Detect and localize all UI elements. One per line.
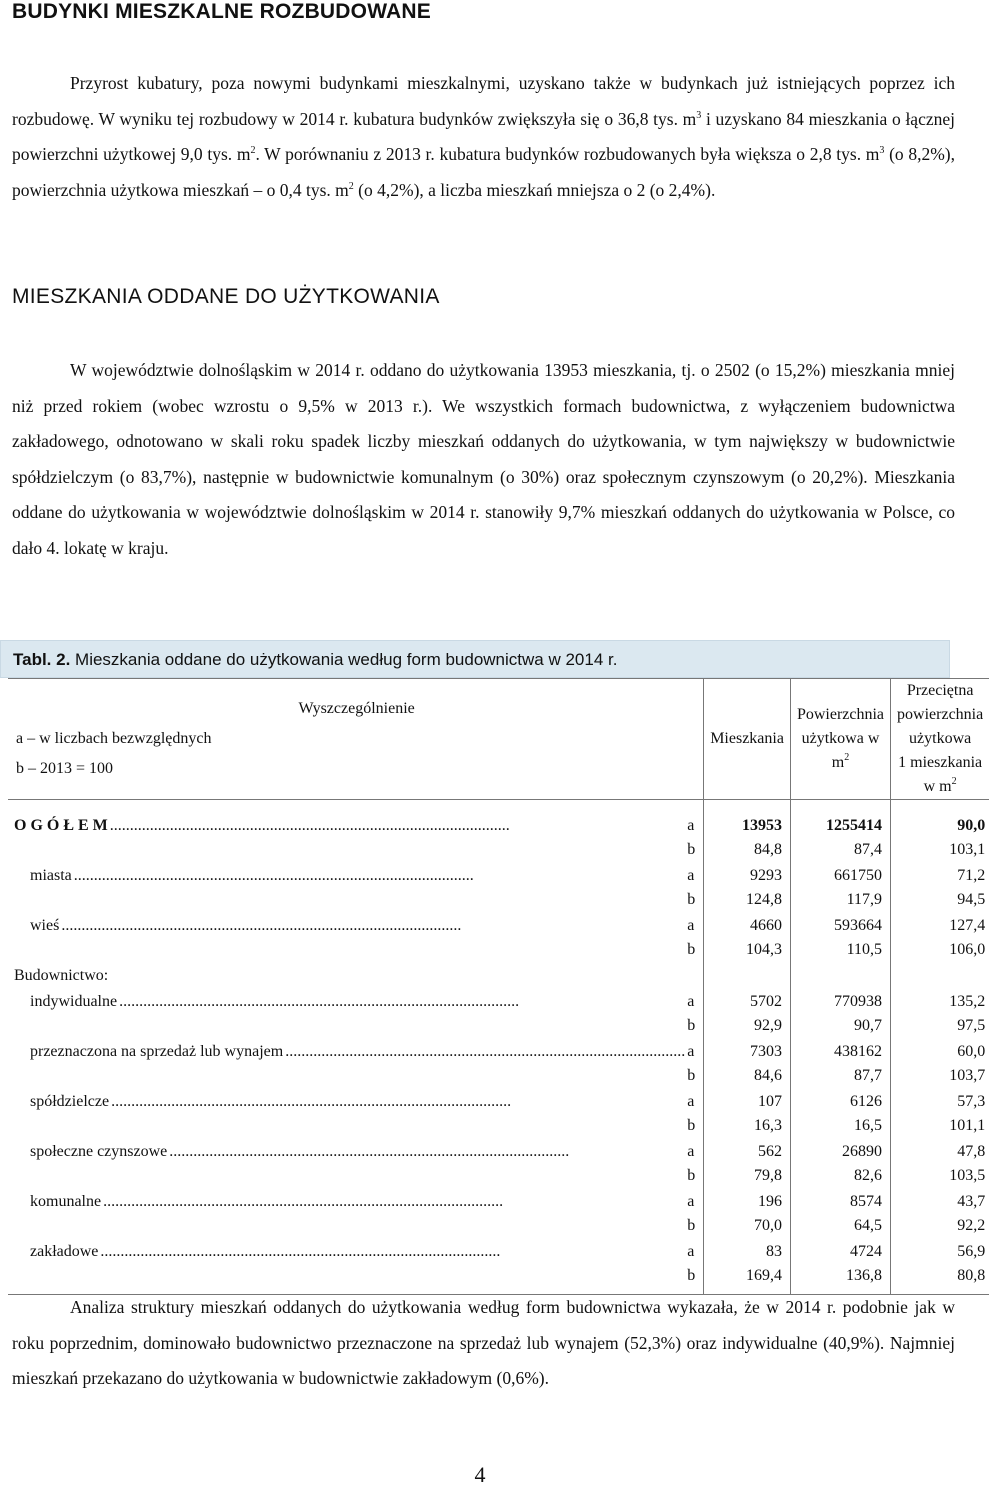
row-label: zakładowe .................................................................................................... a — [8, 1238, 704, 1264]
row-label: wieś .................................................................................................... a — [8, 912, 704, 938]
table-row — [8, 888, 989, 912]
cell-b-2: 87,7 — [790, 1064, 890, 1088]
row-mark-a: a — [687, 817, 695, 834]
p1-sup-2: 2 — [250, 145, 256, 156]
row-mark-a: a — [687, 1043, 695, 1060]
cell-b-3: 80,8 — [891, 1264, 989, 1295]
cell-b-2: 64,5 — [790, 1214, 890, 1238]
p1-text-5: (o 4,2%), a liczba mieszkań mniejsza o 2 (o 2,4%). — [353, 179, 716, 200]
row-mark-b: b — [687, 1017, 696, 1034]
cell-a-1: 9293 — [704, 862, 791, 888]
cell-a-2: 661750 — [790, 862, 890, 888]
cell-a-1: 107 — [704, 1088, 791, 1114]
p1-sup-3: 3 — [879, 145, 885, 156]
group-row — [8, 962, 989, 988]
header-prz-line4: 1 mieszkania w m — [898, 754, 983, 795]
table-row — [8, 1064, 989, 1088]
cell-b-2: 90,7 — [790, 1014, 890, 1038]
table-row — [8, 1138, 989, 1164]
p1-text-3: . W porównaniu z 2013 r. kubatura budynków rozbudowanych była większa o 2,8 tys. m — [255, 144, 880, 164]
table-row — [8, 838, 989, 862]
row-label-b — [8, 1014, 704, 1038]
row-label-text: wieś — [30, 917, 60, 934]
header-spec — [8, 679, 704, 800]
header-prz-line3: użytkowa — [909, 730, 972, 747]
table-row — [8, 1164, 989, 1188]
header-spec-title: Wyszczególnienie — [298, 700, 415, 717]
header-prz-line2: powierzchnia — [897, 706, 984, 723]
table-row — [8, 800, 989, 839]
cell-a-3: 127,4 — [891, 912, 989, 938]
cell-b-3: 101,1 — [891, 1114, 989, 1138]
row-mark-a: a — [687, 1193, 695, 1210]
cell-b-2: 87,4 — [790, 838, 890, 862]
row-label-text: społeczne czynszowe — [30, 1143, 168, 1160]
row-label-b — [8, 1064, 704, 1088]
row-label-text: O G Ó Ł E M — [14, 817, 108, 834]
table-row — [8, 912, 989, 938]
cell-b-3: 94,5 — [891, 888, 989, 912]
p3-text: Analiza struktury mieszkań oddanych do użytkowania według form budownictwa wykazała, że w 2014 r. podobnie jak w roku poprzednim, dominowało budownictwo przeznaczone na sprzedaż lub wynajem (52,3%) oraz indywidualne (40,9%). Najmniej mieszkań przekazano do użytkowania w budownictwie zakładowym (0,6%). — [12, 1297, 955, 1388]
cell-a-1: 7303 — [704, 1038, 791, 1064]
cell-b-1: 84,6 — [704, 1064, 791, 1088]
row-mark-a: a — [687, 1093, 695, 1110]
header-pow-sup: 2 — [844, 752, 850, 763]
cell-a-3: 60,0 — [891, 1038, 989, 1064]
p1-text-2: i uzyskano 84 mieszkania o łącznej powierzchni użytkowej 9,0 tys. m — [12, 108, 955, 164]
row-mark-a: a — [687, 917, 695, 934]
row-mark-a: a — [687, 867, 695, 884]
table-row — [8, 862, 989, 888]
cell-a-3: 47,8 — [891, 1138, 989, 1164]
page-number: 4 — [474, 1462, 486, 1487]
header-mieszkania — [704, 679, 791, 800]
section-heading-oddane: MIESZKANIA ODDANE DO UŻYTKOWANIA — [12, 285, 440, 308]
cell-a-3: 90,0 — [891, 800, 989, 839]
cell-a-2: 4724 — [790, 1238, 890, 1264]
row-mark-b: b — [687, 841, 696, 858]
p1-text-4: (o 8,2%), powierzchnia użytkowa mieszkań – o 0,4 tys. m — [12, 144, 955, 200]
group-label: Budownictwo: — [14, 967, 109, 984]
table-row — [8, 1038, 989, 1064]
row-label-b — [8, 888, 704, 912]
table-row — [8, 988, 989, 1014]
table-caption — [0, 640, 950, 678]
row-label-b — [8, 938, 704, 962]
table-caption-text: Mieszkania oddane do użytkowania według form budownictwa w 2014 r. — [70, 650, 618, 669]
cell-b-1: 104,3 — [704, 938, 791, 962]
row-label-text: indywidualne — [30, 993, 118, 1010]
row-label-b — [8, 1164, 704, 1188]
row-label-b — [8, 1114, 704, 1138]
cell-b-2: 136,8 — [790, 1264, 890, 1295]
cell-b-1: 124,8 — [704, 888, 791, 912]
cell-b-3: 97,5 — [891, 1014, 989, 1038]
cell-a-1: 5702 — [704, 988, 791, 1014]
row-mark-b: b — [687, 941, 696, 958]
row-label: komunalne .................................................................................................... a — [8, 1188, 704, 1214]
group-empty-1 — [704, 962, 791, 988]
cell-b-3: 103,1 — [891, 838, 989, 862]
cell-a-2: 8574 — [790, 1188, 890, 1214]
row-label: spółdzielcze .................................................................................................... a — [8, 1088, 704, 1114]
paragraph-analiza — [12, 1290, 955, 1397]
cell-a-3: 56,9 — [891, 1238, 989, 1264]
header-prz-line1: Przeciętna — [906, 682, 974, 699]
row-mark-b: b — [687, 1267, 696, 1284]
cell-a-2: 1255414 — [790, 800, 890, 839]
cell-b-3: 106,0 — [891, 938, 989, 962]
cell-a-1: 4660 — [704, 912, 791, 938]
section-heading-rozbudowane: BUDYNKI MIESZKALNE ROZBUDOWANE — [12, 0, 431, 23]
row-mark-a: a — [687, 1243, 695, 1260]
cell-b-1: 92,9 — [704, 1014, 791, 1038]
cell-a-2: 26890 — [790, 1138, 890, 1164]
cell-a-1: 13953 — [704, 800, 791, 839]
row-mark-a: a — [687, 993, 695, 1010]
paragraph-oddane — [12, 353, 955, 566]
row-label: społeczne czynszowe .................................................................................................... a — [8, 1138, 704, 1164]
cell-b-2: 16,5 — [790, 1114, 890, 1138]
p1-sup-1: 3 — [696, 109, 702, 121]
header-mieszkania-label: Mieszkania — [710, 730, 784, 747]
cell-a-3: 71,2 — [891, 862, 989, 888]
cell-b-2: 82,6 — [790, 1164, 890, 1188]
cell-b-1: 169,4 — [704, 1264, 791, 1295]
cell-b-1: 79,8 — [704, 1164, 791, 1188]
cell-a-2: 438162 — [790, 1038, 890, 1064]
table-body — [8, 800, 989, 1295]
cell-a-2: 6126 — [790, 1088, 890, 1114]
row-label-b — [8, 1214, 704, 1238]
table-row — [8, 1114, 989, 1138]
group-empty-3 — [891, 962, 989, 988]
row-label-text: spółdzielcze — [30, 1093, 110, 1110]
header-prz-sup: 2 — [951, 776, 957, 787]
row-mark-b: b — [687, 891, 696, 908]
cell-b-2: 110,5 — [790, 938, 890, 962]
row-label-text: przeznaczona na sprzedaż lub wynajem — [30, 1043, 284, 1060]
table-row — [8, 1214, 989, 1238]
header-spec-b: b – 2013 = 100 — [16, 760, 114, 777]
cell-a-3: 135,2 — [891, 988, 989, 1014]
cell-a-3: 43,7 — [891, 1188, 989, 1214]
row-mark-b: b — [687, 1067, 696, 1084]
p1-sup-4: 2 — [348, 180, 354, 192]
table-row — [8, 1014, 989, 1038]
row-label: O G Ó Ł E M .................................................................................................... a — [8, 800, 704, 839]
row-label: indywidualne .................................................................................................... a — [8, 988, 704, 1014]
data-table — [8, 678, 989, 1295]
table-header-row — [8, 679, 989, 800]
cell-b-3: 92,2 — [891, 1214, 989, 1238]
cell-b-3: 103,7 — [891, 1064, 989, 1088]
cell-a-1: 196 — [704, 1188, 791, 1214]
row-mark-b: b — [687, 1167, 696, 1184]
cell-a-1: 83 — [704, 1238, 791, 1264]
cell-b-1: 70,0 — [704, 1214, 791, 1238]
header-powierzchnia — [790, 679, 890, 800]
row-mark-a: a — [687, 1143, 695, 1160]
row-label: miasta .................................................................................................... a — [8, 862, 704, 888]
group-empty-2 — [790, 962, 890, 988]
cell-a-1: 562 — [704, 1138, 791, 1164]
row-label-text: miasta — [30, 867, 72, 884]
row-label-text: komunalne — [30, 1193, 102, 1210]
p1-text-1: Przyrost kubatury, poza nowymi budynkami mieszkalnymi, uzyskano także w budynkach już istniejących poprzez ich rozbudowę. W wyniku tej rozbudowy w 2014 r. kubatura budynków zwiększyła się o 36,8 tys. m — [12, 73, 955, 129]
row-label-text: zakładowe — [30, 1243, 99, 1260]
table-row — [8, 938, 989, 962]
row-label: przeznaczona na sprzedaż lub wynajem .................................................................................................... a — [8, 1038, 704, 1064]
row-label-b — [8, 838, 704, 862]
table-row — [8, 1088, 989, 1114]
p2-text: W województwie dolnośląskim w 2014 r. oddano do użytkowania 13953 mieszkania, tj. o 2502 (o 15,2%) mieszkania mniej niż przed rokiem (wobec wzrostu o 9,5% w 2013 r.). We wszystkich formach budownictwa, z wyłączeniem budownictwa zakładowego, odnotowano w skali roku spadek liczby mieszkań oddanych do użytkowania, w tym największy w budownictwie spółdzielczym (o 83,7%), następnie w budownictwie komunalnym (o 30%) oraz społecznym czynszowym (o 20,2%). Mieszkania oddane do użytkowania w województwie dolnośląskim w 2014 r. stanowiły 9,7% mieszkań oddanych do użytkowania w Polsce, co dało 4. lokatę w kraju. — [12, 360, 955, 558]
header-spec-a: a – w liczbach bezwzględnych — [16, 730, 212, 747]
table-caption-label: Tabl. 2. — [13, 650, 71, 669]
row-mark-b: b — [687, 1117, 696, 1134]
cell-a-3: 57,3 — [891, 1088, 989, 1114]
cell-b-3: 103,5 — [891, 1164, 989, 1188]
table-row — [8, 1238, 989, 1264]
header-pow-line1: Powierzchnia — [796, 706, 885, 723]
cell-a-2: 770938 — [790, 988, 890, 1014]
cell-b-1: 16,3 — [704, 1114, 791, 1138]
paragraph-rozbudowane — [12, 66, 955, 208]
cell-b-2: 117,9 — [790, 888, 890, 912]
cell-a-2: 593664 — [790, 912, 890, 938]
header-pow-line2: użytkowa w m — [801, 730, 880, 771]
table-row — [8, 1188, 989, 1214]
cell-b-1: 84,8 — [704, 838, 791, 862]
header-przecietna — [891, 679, 989, 800]
row-mark-b: b — [687, 1217, 696, 1234]
